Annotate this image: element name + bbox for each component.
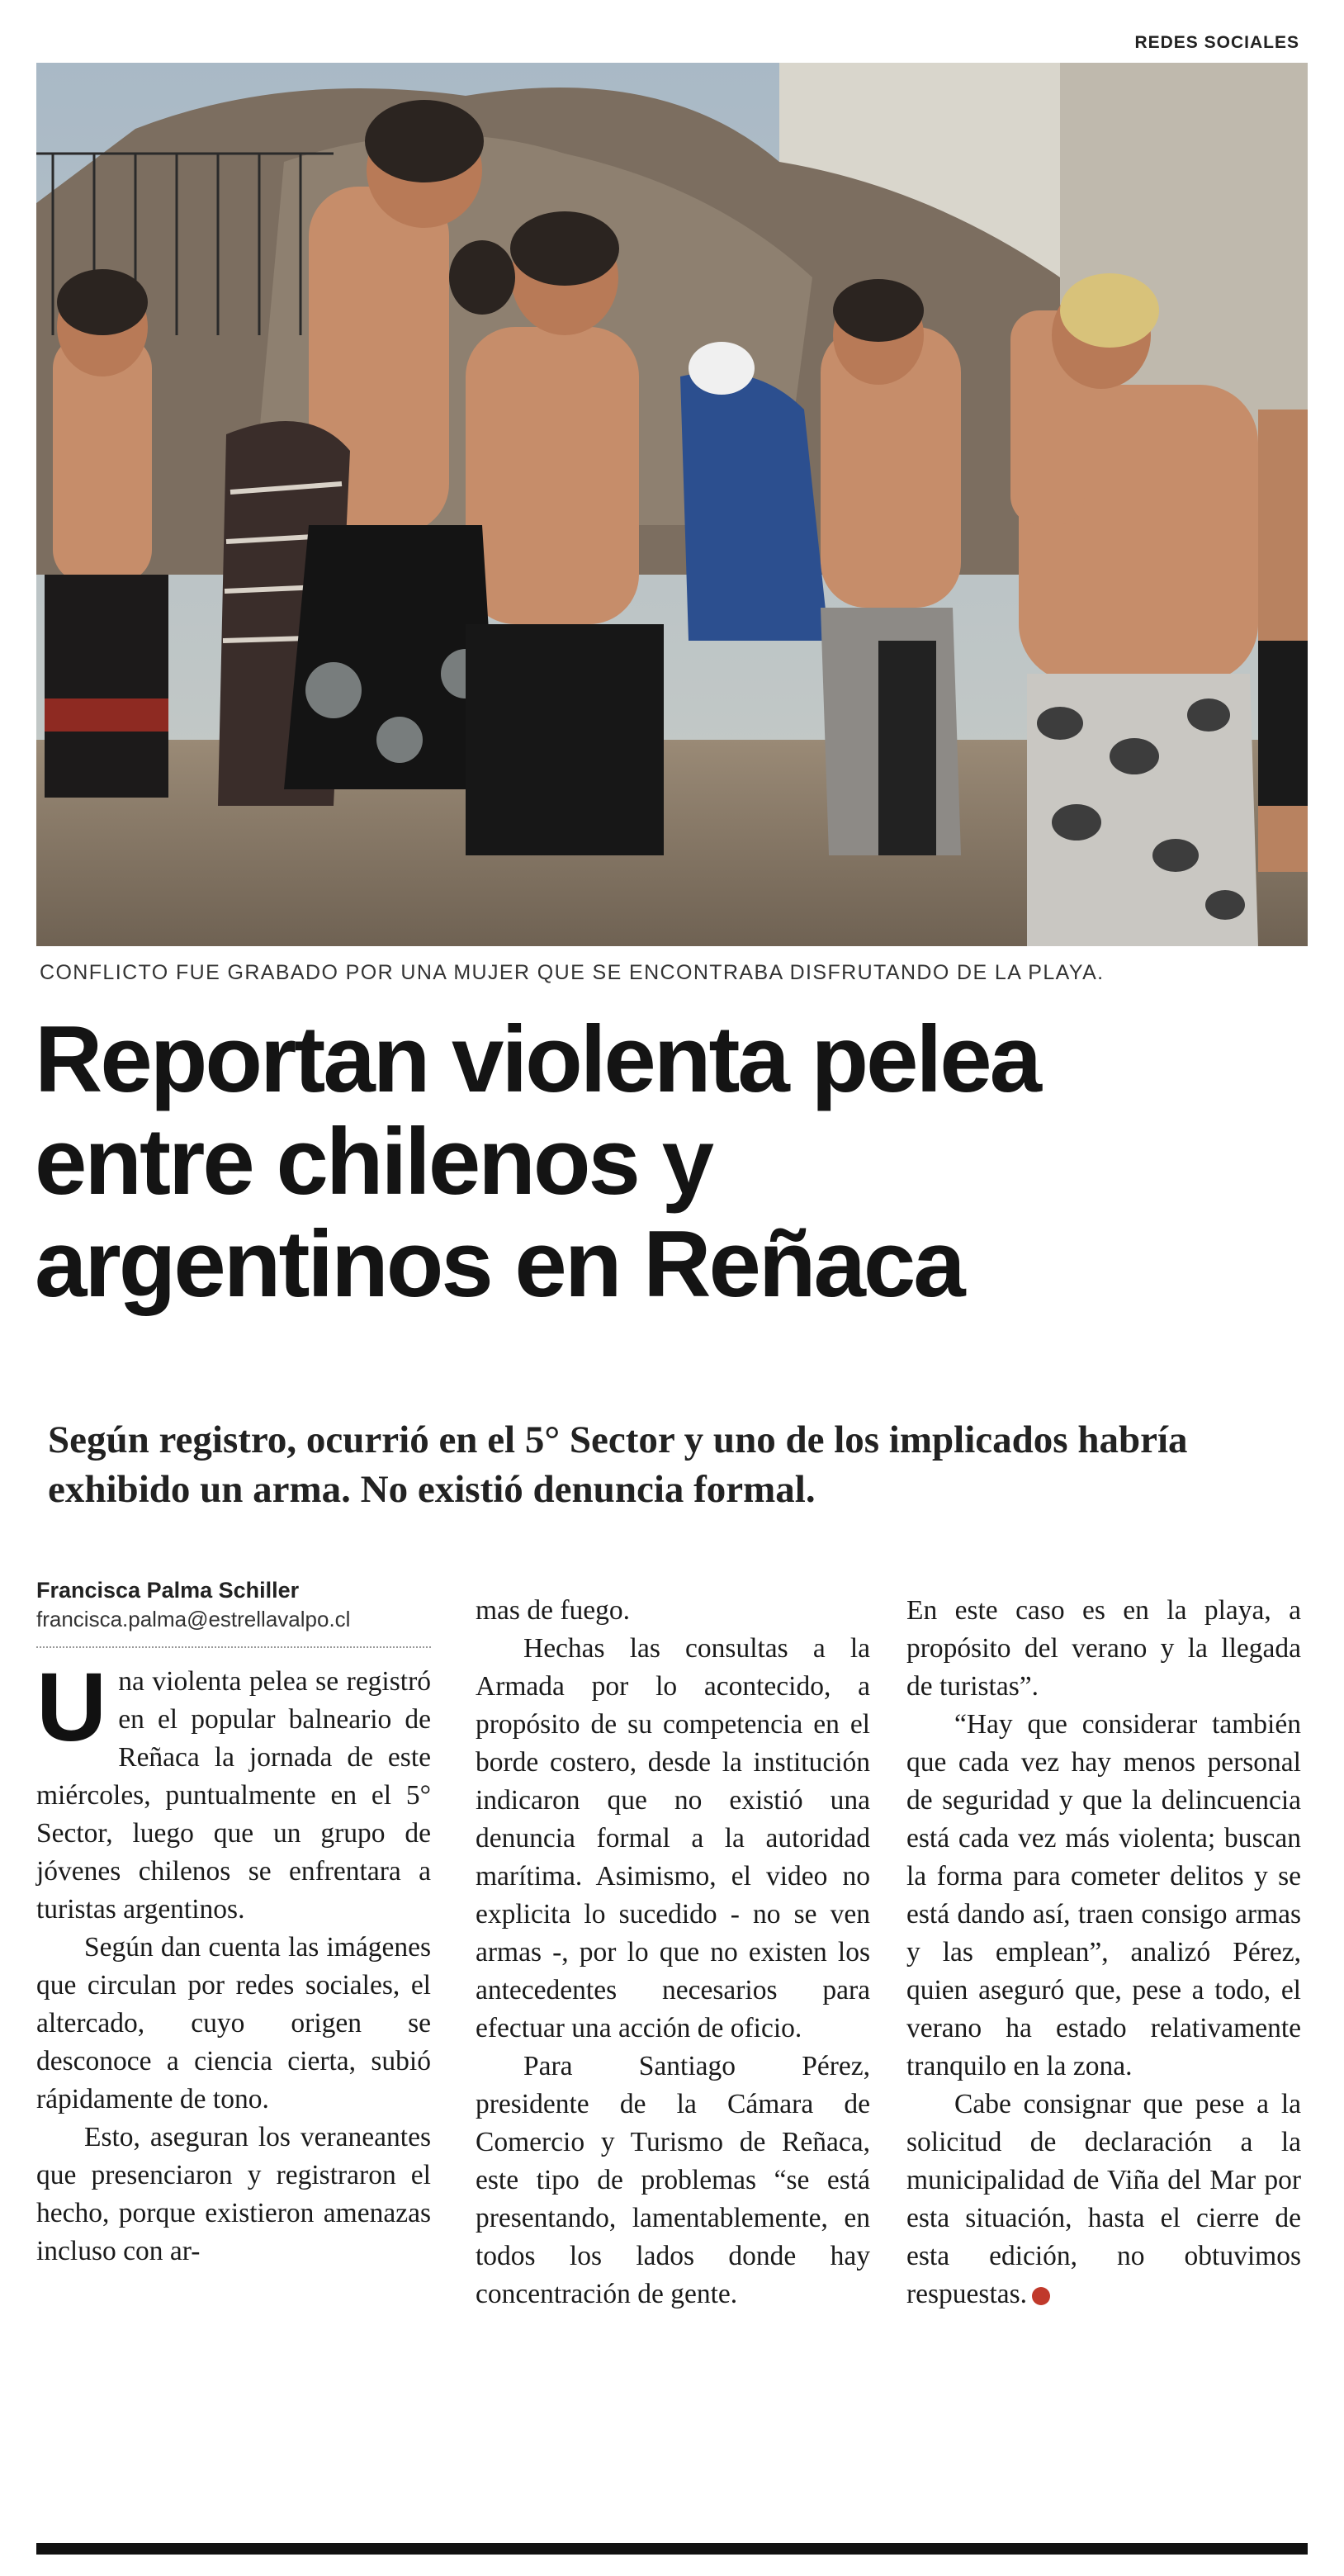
subheadline: Según registro, ocurrió en el 5° Sector y uno de los implicados habría exhibido un arma. No existió denuncia formal. bbox=[48, 1418, 1188, 1511]
article-paragraph: Hechas las consultas a la Armada por lo acontecido, a propósito de su competencia en el borde costero, desde la institución indicaron que no existió una denuncia formal a la autoridad marítima. Asimismo, el video no explicita lo sucedido - no se ven armas -, por lo que no existen los antecedentes necesarios para efectuar una acción de oficio. bbox=[476, 1633, 870, 2043]
headline bbox=[35, 1009, 1323, 1316]
drop-cap: U bbox=[36, 1653, 107, 1762]
headline-line-2: entre chilenos y bbox=[35, 1110, 712, 1215]
headline-line-3: argentinos en Reñaca bbox=[35, 1212, 963, 1317]
article-paragraph: Según dan cuenta las imágenes que circulan por redes sociales, el altercado, cuyo origen se desconoce a ciencia cierta, subió rápidamente de tono. bbox=[36, 1932, 431, 2114]
article-paragraph: “Hay que considerar también que cada vez hay menos personal de seguridad y que la delincuencia está cada vez más violenta; buscan la forma para cometer delitos y se está dando así, traen consigo armas y las emplean”, analizó Pérez, quien aseguró que, pese a todo, el verano ha estado relativamente tranquilo en la zona. bbox=[906, 1709, 1301, 2081]
headline-line-1: Reportan violenta pelea bbox=[35, 1007, 1040, 1112]
article-end-icon: ✪ bbox=[1032, 2287, 1050, 2305]
news-photo bbox=[36, 63, 1308, 946]
bottom-rule bbox=[36, 2543, 1308, 2555]
author-name: Francisca Palma Schiller bbox=[36, 1578, 300, 1603]
article-paragraph: Para Santiago Pérez, presidente de la Cámara de Comercio y Turismo de Reñaca, este tipo de problemas “se está presentando, lamentablemente, en todos los lados donde hay concentración de gente. bbox=[476, 2051, 870, 2309]
article-column-2 bbox=[476, 1592, 870, 2313]
article-paragraph: En este caso es en la playa, a propósito del verano y la llegada de turistas”. bbox=[906, 1595, 1301, 1702]
section-label: REDES SOCIALES bbox=[1134, 33, 1299, 52]
byline bbox=[36, 1575, 431, 1648]
photo-caption: CONFLICTO FUE GRABADO POR UNA MUJER QUE SE ENCONTRABA DISFRUTANDO DE LA PLAYA. bbox=[40, 961, 1105, 984]
article-paragraph: Cabe consignar que pese a la solicitud de declaración a la municipalidad de Viña del Mar por esta situación, hasta el cierre de esta edición, no obtuvimos respuestas. ✪ bbox=[906, 2089, 1301, 2309]
author-email[interactable]: francisca.palma@estrellavalpo.cl bbox=[36, 1607, 351, 1631]
article-paragraph: mas de fuego. bbox=[476, 1595, 630, 1626]
article-paragraph: Una violenta pelea se registró en el popular balneario de Reñaca la jornada de este miércoles, puntualmente en el 5° Sector, luego que un grupo de jóvenes chilenos se enfrentara a turistas argentinos. bbox=[36, 1653, 431, 1925]
article-column-1 bbox=[36, 1575, 431, 2271]
article-paragraph: Esto, aseguran los veraneantes que presenciaron y registraron el hecho, porque existieron amenazas incluso con ar- bbox=[36, 2122, 431, 2266]
photo-illustration bbox=[36, 63, 1308, 946]
article-column-3 bbox=[906, 1592, 1301, 2313]
